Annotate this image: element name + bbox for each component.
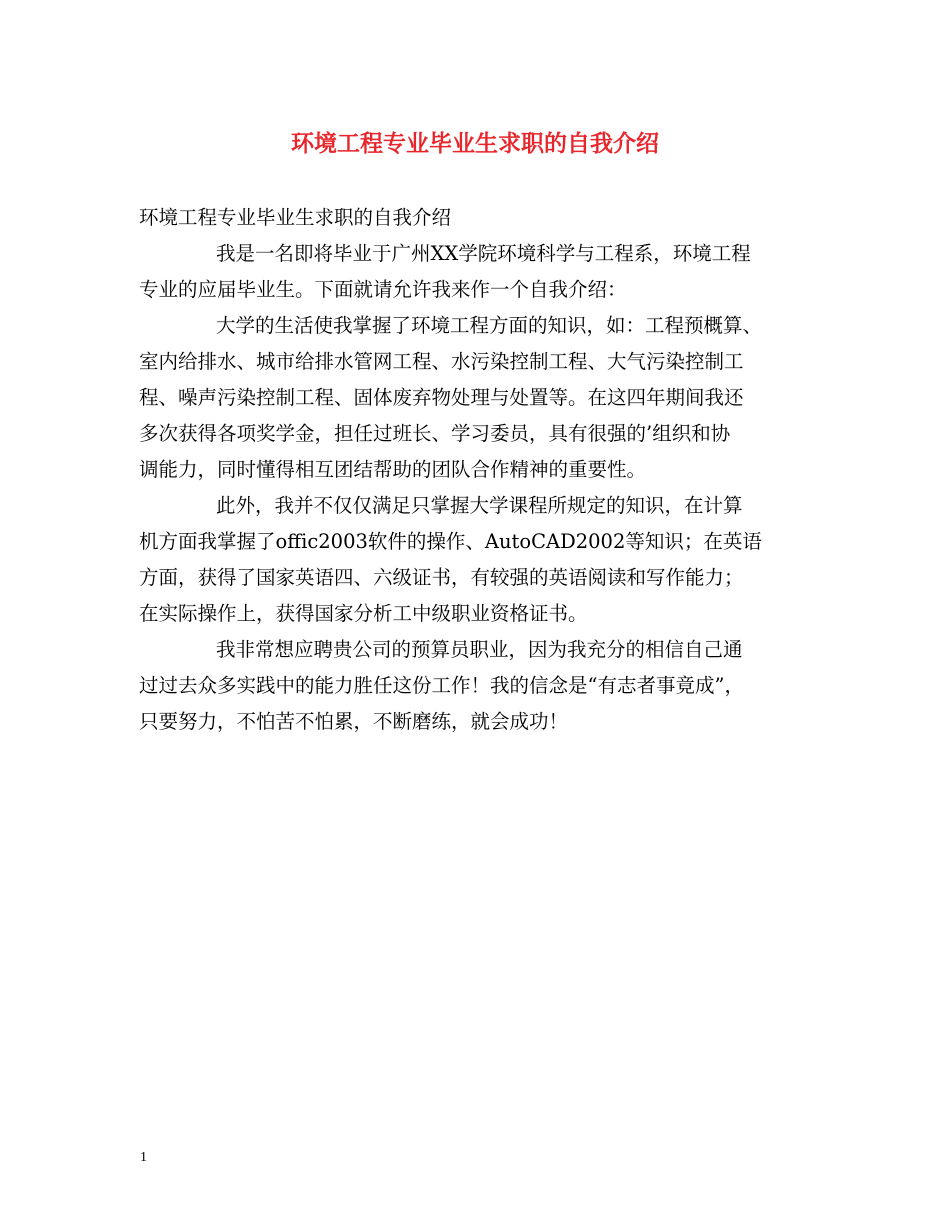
body-line: 机方面我掌握了offic2003软件的操作、AutoCAD2002等知识；在英语 [139,530,762,553]
body-line: 方面，获得了国家英语四、六级证书，有较强的英语阅读和写作能力； [139,566,744,589]
body-line: 环境工程专业毕业生求职的自我介绍 [139,206,452,229]
body-line: 专业的应届毕业生。下面就请允许我来作一个自我介绍： [139,278,627,301]
body-line: 多次获得各项奖学金，担任过班长、学习委员，具有很强的’组织和协 [139,422,731,445]
body-line: 过过去众多实践中的能力胜任这份工作！我的信念是“有志者事竟成”， [139,674,744,697]
body-line: 室内给排水、城市给排水管网工程、水污染控制工程、大气污染控制工 [139,350,744,373]
body-line: 大学的生活使我掌握了环境工程方面的知识，如：工程预概算、 [216,314,763,337]
body-line: 只要努力，不怕苦不怕累，不断磨练，就会成功！ [139,710,569,733]
body-line: 在实际操作上，获得国家分析工中级职业资格证书。 [139,602,588,625]
page-number: 1 [140,1150,147,1165]
body-line: 调能力，同时懂得相互团结帮助的团队合作精神的重要性。 [139,458,647,481]
document-title: 环境工程专业毕业生求职的自我介绍 [291,130,659,157]
document-body [139,200,829,740]
body-line: 我是一名即将毕业于广州XX学院环境科学与工程系，环境工程 [216,242,751,265]
body-line: 程、噪声污染控制工程、固体废弃物处理与处置等。在这四年期间我还 [139,386,744,409]
body-line: 此外，我并不仅仅满足只掌握大学课程所规定的知识，在计算 [216,494,743,517]
body-line: 我非常想应聘贵公司的预算员职业，因为我充分的相信自己通 [216,638,743,661]
